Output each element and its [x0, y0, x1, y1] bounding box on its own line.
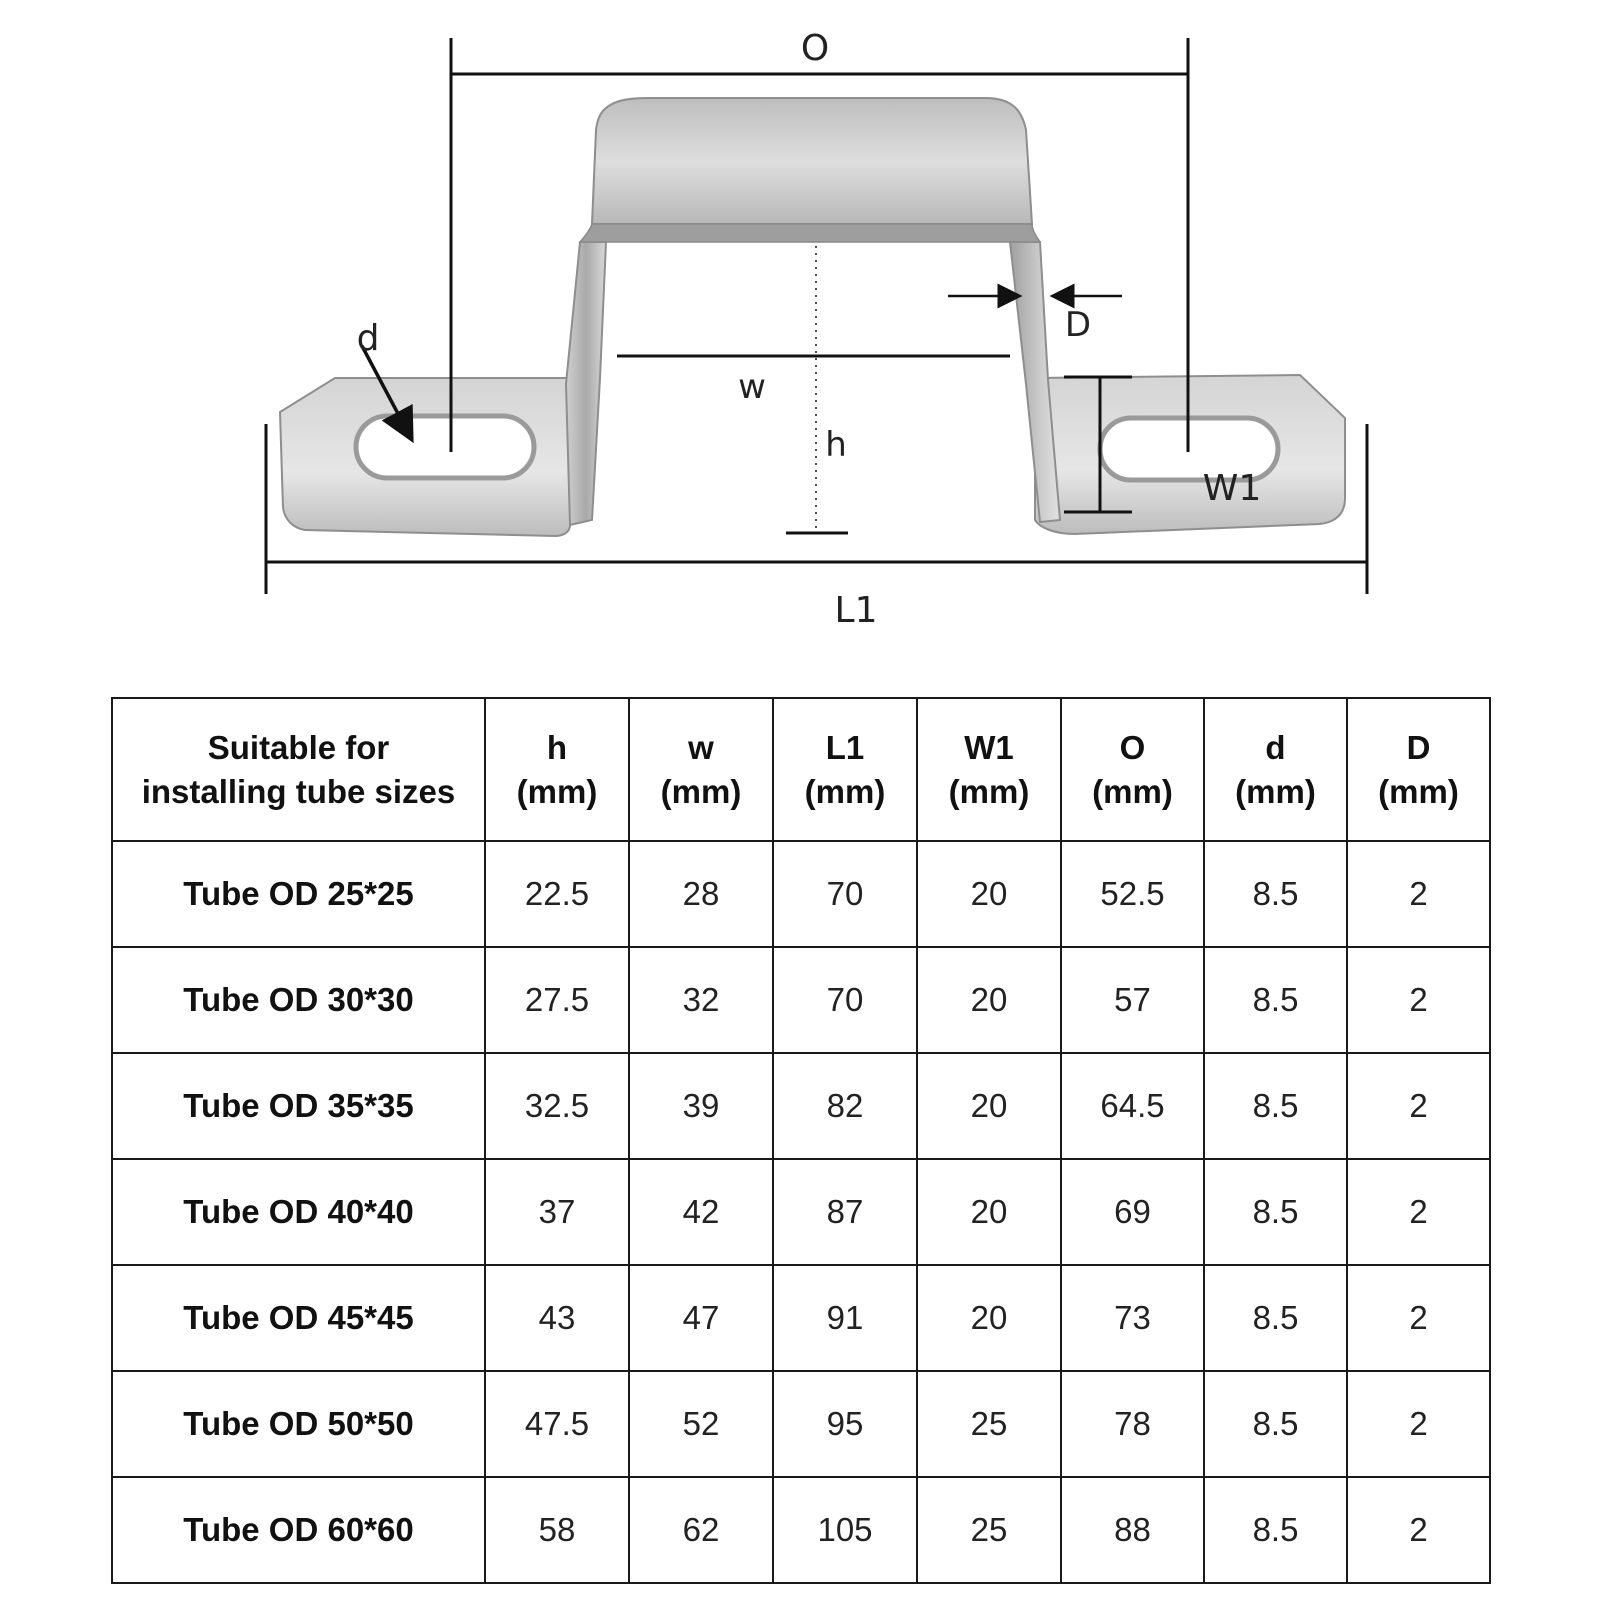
- dimension-value-cell: 27.5: [485, 947, 629, 1053]
- dimension-value-cell: 62: [629, 1477, 773, 1583]
- dimension-value-cell: 95: [773, 1371, 917, 1477]
- label-w: w: [738, 367, 766, 407]
- dimension-value-cell: 32.5: [485, 1053, 629, 1159]
- dimension-value-cell: 2: [1347, 1477, 1490, 1583]
- tube-size-cell: Tube OD 30*30: [112, 947, 485, 1053]
- dimension-value-cell: 43: [485, 1265, 629, 1371]
- left-leg: [566, 242, 606, 525]
- column-header-line1: L1: [825, 728, 865, 766]
- dimension-value-cell: 20: [917, 1159, 1061, 1265]
- column-header: [1061, 698, 1204, 841]
- dimension-value-cell: 8.5: [1204, 1371, 1347, 1477]
- column-header: [485, 698, 629, 841]
- column-header-line2: (mm): [1235, 772, 1316, 810]
- dimension-value-cell: 20: [917, 1053, 1061, 1159]
- dimension-value-cell: 8.5: [1204, 1265, 1347, 1371]
- dimension-value-cell: 8.5: [1204, 1159, 1347, 1265]
- table-row: [112, 1159, 1490, 1265]
- column-header-line2: (mm): [1092, 772, 1173, 810]
- dimension-value-cell: 20: [917, 841, 1061, 947]
- dimension-value-cell: 2: [1347, 1265, 1490, 1371]
- dimension-value-cell: 39: [629, 1053, 773, 1159]
- dimension-value-cell: 8.5: [1204, 947, 1347, 1053]
- column-header-line1: D: [1406, 728, 1431, 766]
- bracket-illustration: [280, 98, 1345, 536]
- dimension-value-cell: 2: [1347, 1159, 1490, 1265]
- label-h: h: [825, 425, 847, 465]
- table-row: [112, 1477, 1490, 1583]
- column-header-line1: O: [1119, 728, 1146, 766]
- dimension-value-cell: 73: [1061, 1265, 1204, 1371]
- dimension-value-cell: 22.5: [485, 841, 629, 947]
- dimension-value-cell: 8.5: [1204, 1053, 1347, 1159]
- column-header: [917, 698, 1061, 841]
- bracket-dimension-diagram: [0, 0, 1600, 660]
- table-row: [112, 1053, 1490, 1159]
- label-d: d: [356, 318, 380, 359]
- dimension-value-cell: 2: [1347, 1371, 1490, 1477]
- column-header-line1: w: [688, 728, 714, 766]
- table-row: [112, 1371, 1490, 1477]
- column-header-line2: (mm): [804, 772, 886, 810]
- tube-size-cell: Tube OD 50*50: [112, 1371, 485, 1477]
- dimension-value-cell: 2: [1347, 1053, 1490, 1159]
- dimension-value-cell: 69: [1061, 1159, 1204, 1265]
- left-slot: [356, 416, 534, 478]
- top-bend: [580, 224, 1040, 242]
- column-header-line2: (mm): [516, 772, 598, 810]
- column-header: [629, 698, 773, 841]
- column-header: [112, 698, 485, 841]
- table-row: [112, 1265, 1490, 1371]
- label-L1: L1: [834, 590, 878, 631]
- column-header: [1204, 698, 1347, 841]
- dimension-value-cell: 47.5: [485, 1371, 629, 1477]
- dimension-value-cell: 57: [1061, 947, 1204, 1053]
- dimension-value-cell: 52.5: [1061, 841, 1204, 947]
- column-header: [1347, 698, 1490, 841]
- dimension-value-cell: 20: [917, 1265, 1061, 1371]
- table-row: [112, 841, 1490, 947]
- label-W1: W1: [1202, 468, 1262, 509]
- dimension-value-cell: 47: [629, 1265, 773, 1371]
- table-row: [112, 947, 1490, 1053]
- dimension-value-cell: 91: [773, 1265, 917, 1371]
- dimension-value-cell: 32: [629, 947, 773, 1053]
- column-header-line2: (mm): [660, 772, 742, 810]
- column-header-line2: (mm): [1378, 772, 1459, 810]
- dimension-value-cell: 58: [485, 1477, 629, 1583]
- column-header: [773, 698, 917, 841]
- specification-table: [111, 697, 1491, 1584]
- table-header-row: [112, 698, 1490, 841]
- column-header-line1: d: [1265, 728, 1286, 766]
- dimension-value-cell: 37: [485, 1159, 629, 1265]
- dimension-value-cell: 70: [773, 947, 917, 1053]
- column-header-line1: W1: [964, 728, 1014, 766]
- tube-size-cell: Tube OD 25*25: [112, 841, 485, 947]
- label-O: O: [800, 28, 830, 69]
- dimension-value-cell: 8.5: [1204, 1477, 1347, 1583]
- dimension-value-cell: 52: [629, 1371, 773, 1477]
- dimension-value-cell: 25: [917, 1371, 1061, 1477]
- dimension-value-cell: 88: [1061, 1477, 1204, 1583]
- dimension-value-cell: 2: [1347, 947, 1490, 1053]
- dimension-value-cell: 25: [917, 1477, 1061, 1583]
- dimension-value-cell: 105: [773, 1477, 917, 1583]
- dimension-value-cell: 87: [773, 1159, 917, 1265]
- dimension-value-cell: 70: [773, 841, 917, 947]
- tube-size-cell: Tube OD 60*60: [112, 1477, 485, 1583]
- dimension-value-cell: 8.5: [1204, 841, 1347, 947]
- tube-size-cell: Tube OD 35*35: [112, 1053, 485, 1159]
- dimension-value-cell: 2: [1347, 841, 1490, 947]
- tube-size-cell: Tube OD 45*45: [112, 1265, 485, 1371]
- column-header-line1: h: [546, 728, 568, 766]
- dimension-value-cell: 78: [1061, 1371, 1204, 1477]
- column-header-line2: (mm): [948, 772, 1030, 810]
- label-D: D: [1064, 305, 1092, 345]
- dimension-value-cell: 64.5: [1061, 1053, 1204, 1159]
- dimension-value-cell: 28: [629, 841, 773, 947]
- top-plate: [592, 98, 1032, 224]
- dimension-value-cell: 82: [773, 1053, 917, 1159]
- table-body: [112, 841, 1490, 1583]
- dimension-value-cell: 42: [629, 1159, 773, 1265]
- column-header-line2: installing tube sizes: [141, 772, 456, 810]
- tube-size-cell: Tube OD 40*40: [112, 1159, 485, 1265]
- dimension-value-cell: 20: [917, 947, 1061, 1053]
- column-header-line1: Suitable for: [207, 728, 390, 766]
